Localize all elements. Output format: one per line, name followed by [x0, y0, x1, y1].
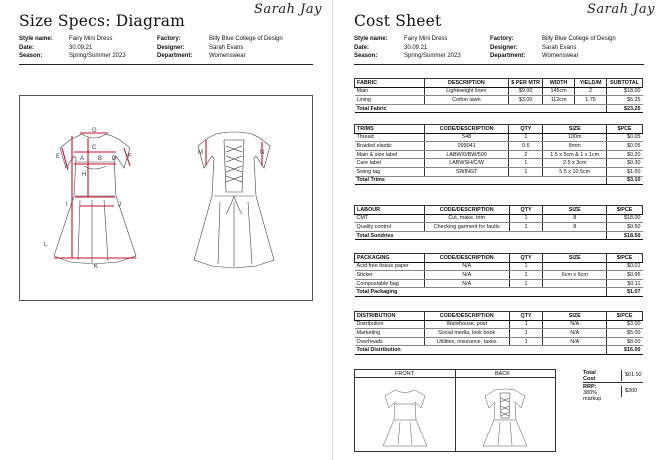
- designer-label: Designer:: [490, 44, 518, 51]
- table-cell: Lining: [355, 96, 425, 105]
- total-row: [355, 104, 643, 113]
- table-row: [355, 337, 643, 346]
- table-header: $ PER MTR: [509, 79, 543, 88]
- designer-value: Sarah Evans: [542, 44, 577, 51]
- table-cell: N/A: [424, 262, 509, 271]
- table-header: WIDTH: [543, 79, 575, 88]
- department-value: Womenswear: [542, 53, 579, 59]
- dress-diagram: [20, 96, 314, 302]
- table-header-row: [355, 79, 643, 88]
- labour-table: [354, 205, 643, 240]
- table-cell: 1: [509, 159, 543, 168]
- total-label: Total Packaging: [355, 288, 425, 297]
- table-row: [355, 223, 643, 232]
- brand-logo: [587, 2, 655, 17]
- table-row: [355, 167, 643, 176]
- back-label: BACK: [495, 371, 510, 377]
- date-value: 30.09.21: [69, 44, 93, 51]
- diagram-letter-a: A: [80, 156, 85, 162]
- table-row: [355, 142, 643, 151]
- table-header-row: [355, 206, 643, 215]
- table-cell: 8: [543, 214, 607, 223]
- table-cell: 1: [509, 271, 543, 280]
- diagram-letter-b: B: [98, 156, 103, 162]
- packaging-table: [354, 253, 643, 297]
- table-cell: $5.25: [606, 96, 642, 105]
- table-cell: Cut, make, trim: [424, 214, 509, 223]
- total-row: [355, 346, 643, 355]
- season-value: Spring/Summer 2023: [69, 53, 126, 59]
- factory-label: Factory:: [157, 36, 181, 42]
- designer-value: Sarah Evans: [209, 44, 244, 51]
- table-cell: N/A: [424, 279, 509, 288]
- total-label: Total Trims: [355, 176, 425, 185]
- season-label: Season:: [19, 53, 43, 59]
- table-cell: $0.01: [607, 262, 643, 271]
- table-header: LABOUR: [355, 206, 425, 215]
- style-value: Fairy Mini Dress: [404, 36, 448, 42]
- department-value: Womenswear: [209, 53, 246, 59]
- total-row: [355, 288, 643, 297]
- table-header: $/PCE: [607, 312, 643, 321]
- table-header: SUBTOTAL: [606, 79, 642, 88]
- front-dress-drawing: [54, 134, 136, 264]
- date-label: Date:: [19, 44, 35, 51]
- table-cell: Utilities, insurance, taxes: [424, 337, 509, 346]
- rrp-markup: 380%: [583, 390, 598, 396]
- table-cell: Lightweight linen: [424, 87, 509, 96]
- diagram-letter-n: N: [260, 150, 265, 156]
- table-cell: 8: [543, 223, 607, 232]
- table-cell: 112cm: [543, 96, 575, 105]
- table-cell: 2: [575, 87, 607, 96]
- factory-value: Billy Blue College of Design: [542, 36, 616, 42]
- table-cell: $8.00: [607, 337, 643, 346]
- table-header: CODE/DESCRIPTION: [424, 206, 509, 215]
- table-row: [355, 96, 643, 105]
- table-header: TRIMS: [355, 125, 425, 134]
- diagram-letter-d: D: [112, 156, 117, 162]
- total-label: Total Distribution: [355, 346, 425, 355]
- table-header: SIZE: [543, 125, 607, 134]
- total-label: Total Sundries: [355, 231, 425, 240]
- table-header: $/PCE: [607, 206, 643, 215]
- table-cell: N/A: [543, 329, 607, 338]
- department-label: Department:: [157, 53, 193, 59]
- total-cost-value: $61.92: [621, 370, 642, 381]
- table-header: $/PCE: [607, 254, 643, 263]
- diagram-letter-c: C: [92, 145, 97, 151]
- table-header: YIELD/M: [575, 79, 607, 88]
- date-label: Date:: [354, 44, 370, 51]
- totals-rule: [583, 382, 643, 383]
- table-header: DISTRIBUTION: [355, 312, 425, 321]
- table-cell: $0.20: [607, 150, 643, 159]
- table-cell: 548: [424, 133, 509, 142]
- table-cell: 1: [509, 214, 543, 223]
- diagram-letter-k: K: [94, 264, 99, 270]
- diagram-letter-f: F: [128, 154, 132, 160]
- table-cell: $0.05: [607, 133, 643, 142]
- page-title: Size Specs: Diagram: [19, 12, 186, 30]
- table-cell: LABW/0/BW/500: [424, 150, 509, 159]
- page-title: Cost Sheet: [354, 12, 442, 30]
- table-header: QTY: [509, 206, 543, 215]
- total-row: [355, 176, 643, 185]
- table-header: CODE/DESCRIPTION: [424, 312, 509, 321]
- table-header: PACKAGING: [355, 254, 425, 263]
- mini-dress-sketches: [355, 370, 557, 453]
- table-cell: Social media, look book: [424, 329, 509, 338]
- table-cell: $0.95: [607, 271, 643, 280]
- table-cell: 0.6: [509, 142, 543, 151]
- table-header-row: [355, 125, 643, 134]
- style-label: Style name:: [19, 36, 53, 42]
- table-header: QTY: [509, 125, 543, 134]
- date-value: 30.09.21: [404, 44, 428, 51]
- table-header: FABRIC: [355, 79, 425, 88]
- diagram-letter-e: E: [56, 154, 61, 160]
- table-header: QTY: [509, 312, 543, 321]
- table-cell: SWINGT: [424, 167, 509, 176]
- table-cell: N/A: [543, 320, 607, 329]
- table-cell: 2: [509, 150, 543, 159]
- header-rule: [19, 64, 313, 65]
- total-row: [355, 231, 643, 240]
- department-label: Department:: [490, 53, 526, 59]
- table-row: [355, 87, 643, 96]
- table-row: [355, 150, 643, 159]
- trims-table: [354, 124, 643, 185]
- style-value: Fairy Mini Dress: [69, 36, 113, 42]
- table-cell: $18.00: [606, 87, 642, 96]
- table-cell: Sticker: [355, 271, 425, 280]
- table-cell: Acid free tissue paper: [355, 262, 425, 271]
- table-header: CODE/DESCRIPTION: [424, 254, 509, 263]
- table-cell: LABWSH/C/W: [424, 159, 509, 168]
- table-cell: 5.5 x 10.5cm: [543, 167, 607, 176]
- rrp-label-group: [583, 384, 601, 402]
- table-cell: $5.00: [607, 329, 643, 338]
- rrp-label: RRP:: [583, 384, 597, 390]
- table-cell: [543, 279, 607, 288]
- table-cell: 099041: [424, 142, 509, 151]
- table-cell: Compostable bag: [355, 279, 425, 288]
- table-cell: 1: [509, 329, 543, 338]
- table-cell: Overheads: [355, 337, 425, 346]
- table-cell: Main: [355, 87, 425, 96]
- diagram-letter-g: G: [92, 128, 97, 134]
- brand-logo: [254, 2, 322, 17]
- table-header: SIZE: [543, 206, 607, 215]
- table-cell: $9.00: [509, 87, 543, 96]
- total-cost-label: Total Cost: [583, 370, 596, 382]
- table-cell: Checking garment for faults: [424, 223, 509, 232]
- designer-label: Designer:: [157, 44, 185, 51]
- back-mini-sketch: [483, 389, 527, 446]
- rrp-value: $300: [621, 386, 637, 397]
- table-row: [355, 329, 643, 338]
- table-cell: CMT: [355, 214, 425, 223]
- diagram-letter-i: I: [66, 202, 68, 208]
- table-cell: $0.30: [607, 159, 643, 168]
- table-header-row: [355, 254, 643, 263]
- diagram-letter-l: L: [44, 242, 48, 248]
- table-cell: $18.00: [607, 214, 643, 223]
- table-cell: 2.5 x 3cm: [543, 159, 607, 168]
- table-row: [355, 214, 643, 223]
- diagram-letter-m: M: [198, 150, 203, 156]
- diagram-letter-h: H: [82, 172, 87, 178]
- factory-value: Billy Blue College of Design: [209, 36, 283, 42]
- front-mini-sketch: [383, 390, 427, 446]
- diagram-letter-j: J: [118, 202, 121, 208]
- table-cell: Quality control: [355, 223, 425, 232]
- table-row: [355, 271, 643, 280]
- total-value: $3.10: [607, 176, 643, 185]
- factory-label: Factory:: [490, 36, 514, 42]
- table-row: [355, 133, 643, 142]
- front-label: FRONT: [395, 371, 414, 377]
- table-cell: Cotton lawn: [424, 96, 509, 105]
- table-cell: 6cm x 6cm: [543, 271, 607, 280]
- brand-logo-text: Sarah Jay: [254, 2, 322, 17]
- table-cell: 8mm: [543, 142, 607, 151]
- table-cell: Swing tag: [355, 167, 425, 176]
- table-row: [355, 279, 643, 288]
- table-cell: $0.05: [607, 142, 643, 151]
- table-cell: $0.11: [607, 279, 643, 288]
- header-rule: [354, 64, 644, 65]
- table-row: [355, 159, 643, 168]
- table-cell: Thread: [355, 133, 425, 142]
- table-header-row: [355, 312, 643, 321]
- table-cell: 1: [509, 279, 543, 288]
- front-back-views: [354, 369, 556, 452]
- table-header: SIZE: [543, 254, 607, 263]
- season-label: Season:: [354, 53, 378, 59]
- table-row: [355, 320, 643, 329]
- table-cell: Main & size label: [355, 150, 425, 159]
- table-cell: 1: [509, 167, 543, 176]
- table-cell: N/A: [543, 337, 607, 346]
- table-header: CODE/DESCRIPTION: [424, 125, 509, 134]
- table-cell: 1: [509, 223, 543, 232]
- table-cell: $3.00: [509, 96, 543, 105]
- diagram-frame: [19, 95, 313, 301]
- table-cell: 1: [509, 133, 543, 142]
- table-cell: 100m: [543, 133, 607, 142]
- table-cell: 1: [509, 320, 543, 329]
- measurement-lines: [54, 133, 136, 258]
- table-header: SIZE: [543, 312, 607, 321]
- table-cell: N/A: [424, 271, 509, 280]
- table-cell: 145cm: [543, 87, 575, 96]
- table-cell: $3.00: [607, 320, 643, 329]
- fabric-table: [354, 78, 643, 113]
- distribution-table: [354, 311, 643, 355]
- table-cell: 1.75: [575, 96, 607, 105]
- table-cell: Warehouse, post: [424, 320, 509, 329]
- table-cell: $0.50: [607, 223, 643, 232]
- table-cell: 1: [509, 262, 543, 271]
- table-cell: 1: [509, 337, 543, 346]
- table-cell: Braided elastic: [355, 142, 425, 151]
- table-row: [355, 262, 643, 271]
- total-value: $18.50: [607, 231, 643, 240]
- table-header: QTY: [509, 254, 543, 263]
- table-cell: Distribution: [355, 320, 425, 329]
- table-header: DESCRIPTION: [424, 79, 509, 88]
- total-value: $23.25: [606, 104, 642, 113]
- style-label: Style name:: [354, 36, 388, 42]
- brand-logo-text: Sarah Jay: [587, 2, 655, 17]
- total-value: $1.07: [607, 288, 643, 297]
- rrp-suffix: markup: [583, 396, 602, 402]
- table-cell: Care label: [355, 159, 425, 168]
- table-header: $PCE: [607, 125, 643, 134]
- table-cell: Marketing: [355, 329, 425, 338]
- table-cell: $1.50: [607, 167, 643, 176]
- season-value: Spring/Summer 2023: [404, 53, 461, 59]
- table-cell: [543, 262, 607, 271]
- table-cell: 1.5 x 5cm & 1 x 1cm: [543, 150, 607, 159]
- total-label: Total Fabric: [355, 104, 425, 113]
- total-value: $16.00: [607, 346, 643, 355]
